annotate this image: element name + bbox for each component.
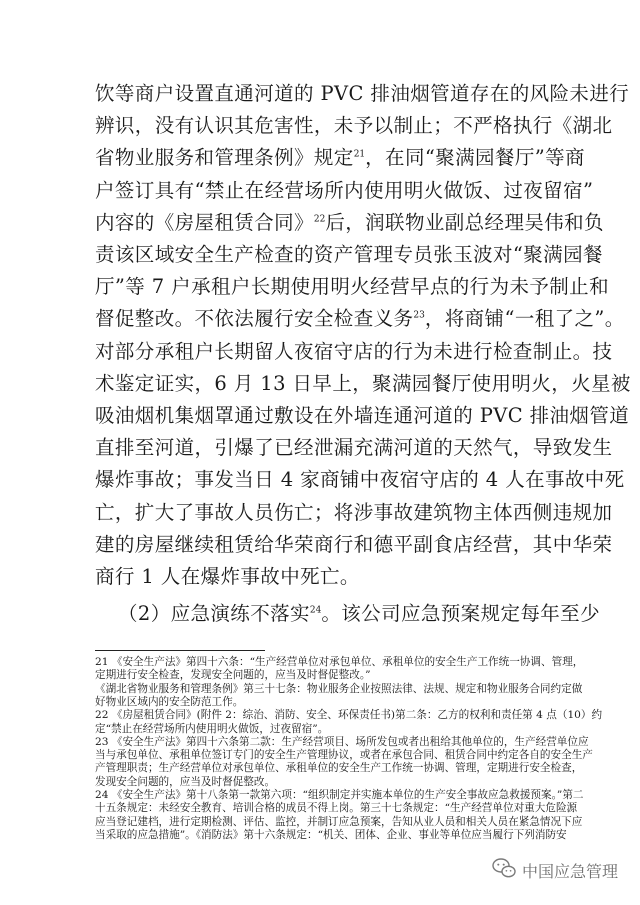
body-line: 亡，扩大了事故人员伤亡；将涉事故建筑物主体西侧违规加	[95, 500, 613, 524]
body-line: 户签订具有“禁止在经营场所内使用明火做饭、过夜留宿”	[95, 178, 594, 202]
paragraph-heading: （2）应急演练不落实$^{24}$。该公司应急预案规定每年至少	[118, 602, 600, 625]
footnote-line: 应当登记建档，进行定期检测、评估、监控，并制订应急预案，告知从业人员和相关人员在紧急情况下应	[95, 815, 583, 828]
footnote-line: 定期进行安全检查，发现安全问题的，应当及时督促整改。”	[95, 669, 371, 682]
footnote-ref: 21	[353, 149, 366, 160]
footnote-line: 好物业区域内的安全防范工作。	[95, 695, 244, 708]
wechat-icon	[492, 857, 516, 883]
body-line: 爆炸事故；事发当日 4 家商铺中夜宿守店的 4 人在事故中死	[95, 468, 625, 492]
footnote-line: 当与承包单位、承租单位签订专门的安全生产管理协议，或者在承包合同、租赁合同中约定各自的安全生产	[95, 749, 593, 762]
watermark-text: 中国应急管理	[521, 861, 618, 881]
footnote-line: 定“禁止在经营场所内使用明火做饭，过夜留宿”。	[95, 722, 329, 735]
footnote-line: 当采取的应急措施”。《消防法》第十六条规定：“机关、团体、企业、事业等单位应当履行下列消防安	[95, 828, 567, 841]
body-line: 饮等商户设置直通河道的 PVC 排油烟管道存在的风险未进行	[95, 82, 630, 105]
footnote-line: 23 《安全生产法》第四十六条第二款：生产经营项目、场所发包或者出租给其他单位的，生产经营单位应	[95, 735, 589, 748]
watermark	[492, 855, 618, 885]
body-line: 厅”等 7 户承租户长期使用明火经营早点的行为未予制止和	[95, 275, 609, 299]
footnote-line: 发现安全问题的，应当及时督促整改。	[95, 775, 276, 788]
footnote-line: 21 《安全生产法》第四十六条：“生产经营单位对承包单位、承租单位的安全生产工作统一协调、管理，	[95, 656, 584, 668]
body-line: 商行 1 人在爆炸事故中死亡。	[95, 565, 360, 588]
footnote-line: 产管理职责；生产经营单位对承包单位、承租单位的安全生产工作统一协调、管理，定期进行安全检查，	[95, 762, 583, 775]
footnote-ref: 22	[313, 214, 326, 225]
body-line: 辨识，没有认识其危害性，未予以制止；不严格执行《湖北	[95, 114, 613, 138]
body-line: 省物业服务和管理条例》规定$^{21}$，在同“聚满园餐厅”等商	[95, 146, 585, 170]
footnote-line: 十五条规定：未经安全教育、培训合格的成员不得上岗。第三十七条规定：“生产经营单位对重大危险源	[95, 802, 578, 815]
footnote-ref: 23	[413, 310, 425, 321]
footnote-line: 《湖北省物业服务和管理条例》第三十七条：物业服务企业按照法律、法规、规定和物业服务合同约定做	[95, 682, 583, 695]
body-line: 直排至河道，引爆了已经泄漏充满河道的天然气，导致发生	[95, 436, 613, 460]
body-line: 内容的《房屋租赁合同》$^{22}$后，润联物业副总经理吴伟和负	[95, 210, 604, 234]
body-line: 吸油烟机集烟罩通过敷设在外墙连通河道的 PVC 排油烟管道	[95, 404, 630, 427]
body-line: 对部分承租户长期留人夜宿守店的行为未进行检查制止。技	[95, 339, 613, 363]
body-line: 术鉴定证实，6 月 13 日早上，聚满园餐厅使用明火，火星被	[95, 371, 631, 395]
body-line: 责该区域安全生产检查的资产管理专员张玉波对“聚满园餐	[95, 243, 603, 266]
footnote-separator	[95, 650, 265, 651]
footnote-ref: 24	[309, 605, 322, 616]
footnote-line: 22 《房屋租赁合同》(附件 2：综治、消防、安全、环保责任书)第二条：乙方的权利和责任第 4 点（10）约	[95, 709, 603, 722]
body-line: 督促整改。不依法履行安全检查义务$^{23}$，将商铺“一租了之”。	[95, 307, 625, 331]
body-line: 建的房屋继续租赁给华荣商行和德平副食店经营，其中华荣	[95, 532, 613, 556]
footnote-line: 24 《安全生产法》第十八条第一款第六项：“组织制定并实施本单位的生产安全事故应急救援预案。”第二	[95, 789, 584, 801]
